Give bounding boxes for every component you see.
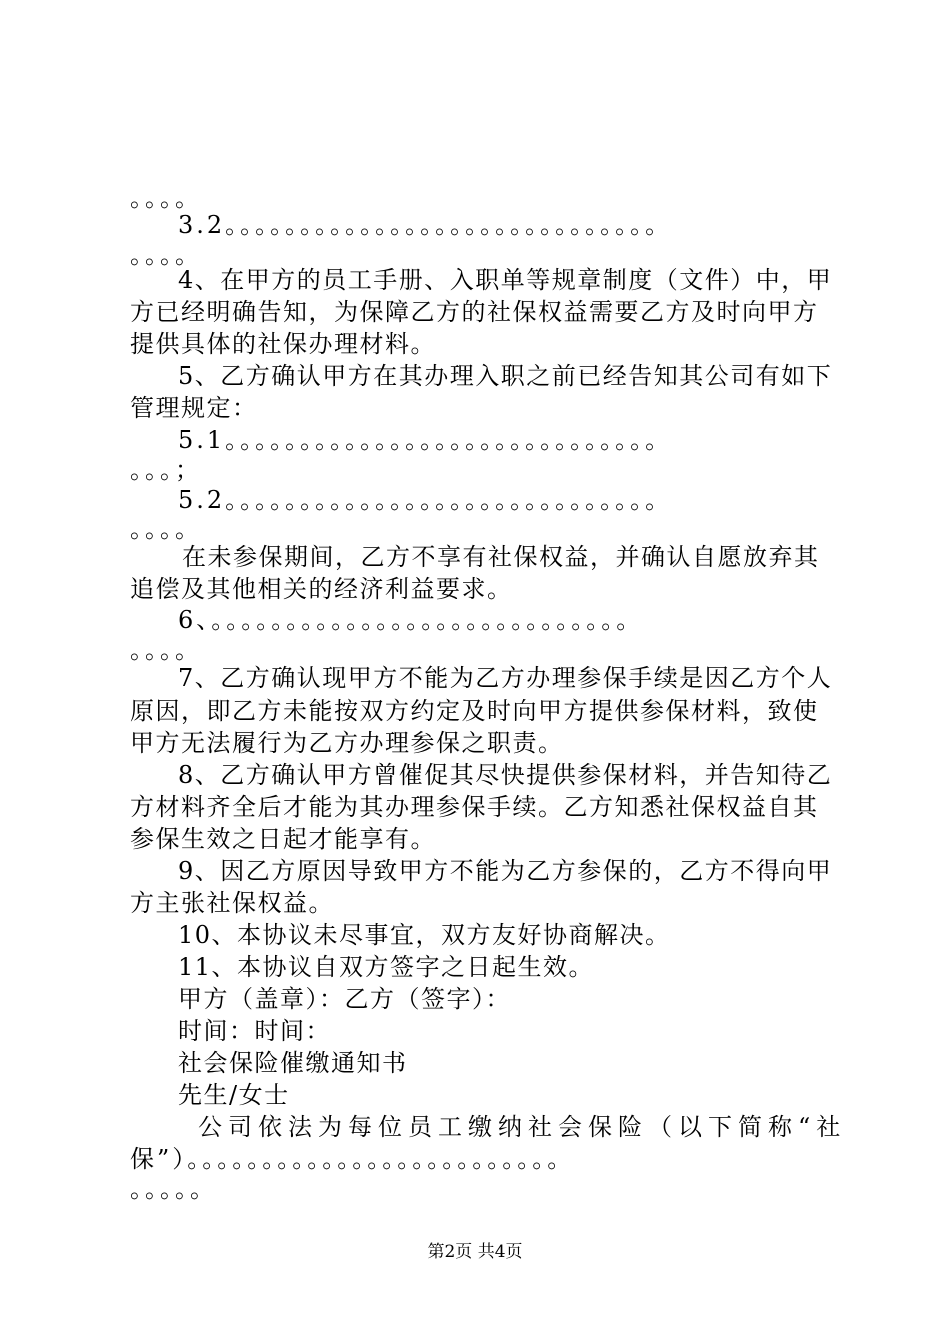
text-line: 参保生效之日起才能享有。 [130,825,436,853]
section-title: 社会保险催缴通知书 [178,1049,408,1077]
text-line: 方已经明确告知，为保障乙方的社保权益需要乙方及时向甲方 [130,298,819,326]
text-line: 7、乙方确认现甲方不能为乙方办理参保手续是因乙方个人 [178,664,833,692]
text-line: 。。。。 [130,184,202,212]
text-line: 公司依法为每位员工缴纳社会保险（以下简称“社 [198,1113,847,1141]
text-line: 8、乙方确认甲方曾催促其尽快提供参保材料，并告知待乙 [178,761,833,789]
text-line: 原因，即乙方未能按双方约定及时向甲方提供参保材料，致使 [130,697,819,725]
page-number: 第2页 共4页 [427,1242,523,1262]
date-line: 时间：时间： [178,1017,331,1045]
text-line: 5.2。。。。。。。。。。。。。。。。。。。。。。。。。。。。。 [178,486,673,514]
text-line: 在未参保期间，乙方不享有社保权益，并确认自愿放弃其 [182,543,820,571]
text-line: 方主张社保权益。 [130,889,334,917]
text-line: 追偿及其他相关的经济利益要求。 [130,575,513,603]
text-line: 11、本协议自双方签字之日起生效。 [178,953,595,981]
text-line: 10、本协议未尽事宜，双方友好协商解决。 [178,921,671,949]
text-line: 。。。。。 [130,1175,217,1203]
text-line: 4、在甲方的员工手册、入职单等规章制度（文件）中，甲 [178,266,833,294]
text-line: 9、因乙方原因导致甲方不能为乙方参保的，乙方不得向甲 [178,857,833,885]
text-line: 5、乙方确认甲方在其办理入职之前已经告知其公司有如下 [178,362,833,390]
signature-line: 甲方（盖章）：乙方（签字）： [178,985,511,1013]
text-line: 保”）。。。。。。。。。。。。。。。。。。。。。。。。。 [130,1145,575,1173]
text-line: 。。。； [130,456,202,484]
text-line: 管理规定： [130,394,258,422]
text-line: 。。。。 [130,636,202,664]
text-line: 方材料齐全后才能为其办理参保手续。乙方知悉社保权益自其 [130,793,819,821]
text-line: 甲方无法履行为乙方办理参保之职责。 [130,729,564,757]
text-line: 3.2。。。。。。。。。。。。。。。。。。。。。。。。。。。。。 [178,211,673,239]
text-line: 5.1。。。。。。。。。。。。。。。。。。。。。。。。。。。。。 [178,426,673,454]
text-line: 。。。。 [130,241,202,269]
text-line: 提供具体的社保办理材料。 [130,330,436,358]
salutation: 先生/女士 [178,1081,290,1109]
text-line: 6、。。。。。。。。。。。。。。。。。。。。。。。。。。。。 [178,606,644,634]
text-line: 。。。。 [130,515,202,543]
